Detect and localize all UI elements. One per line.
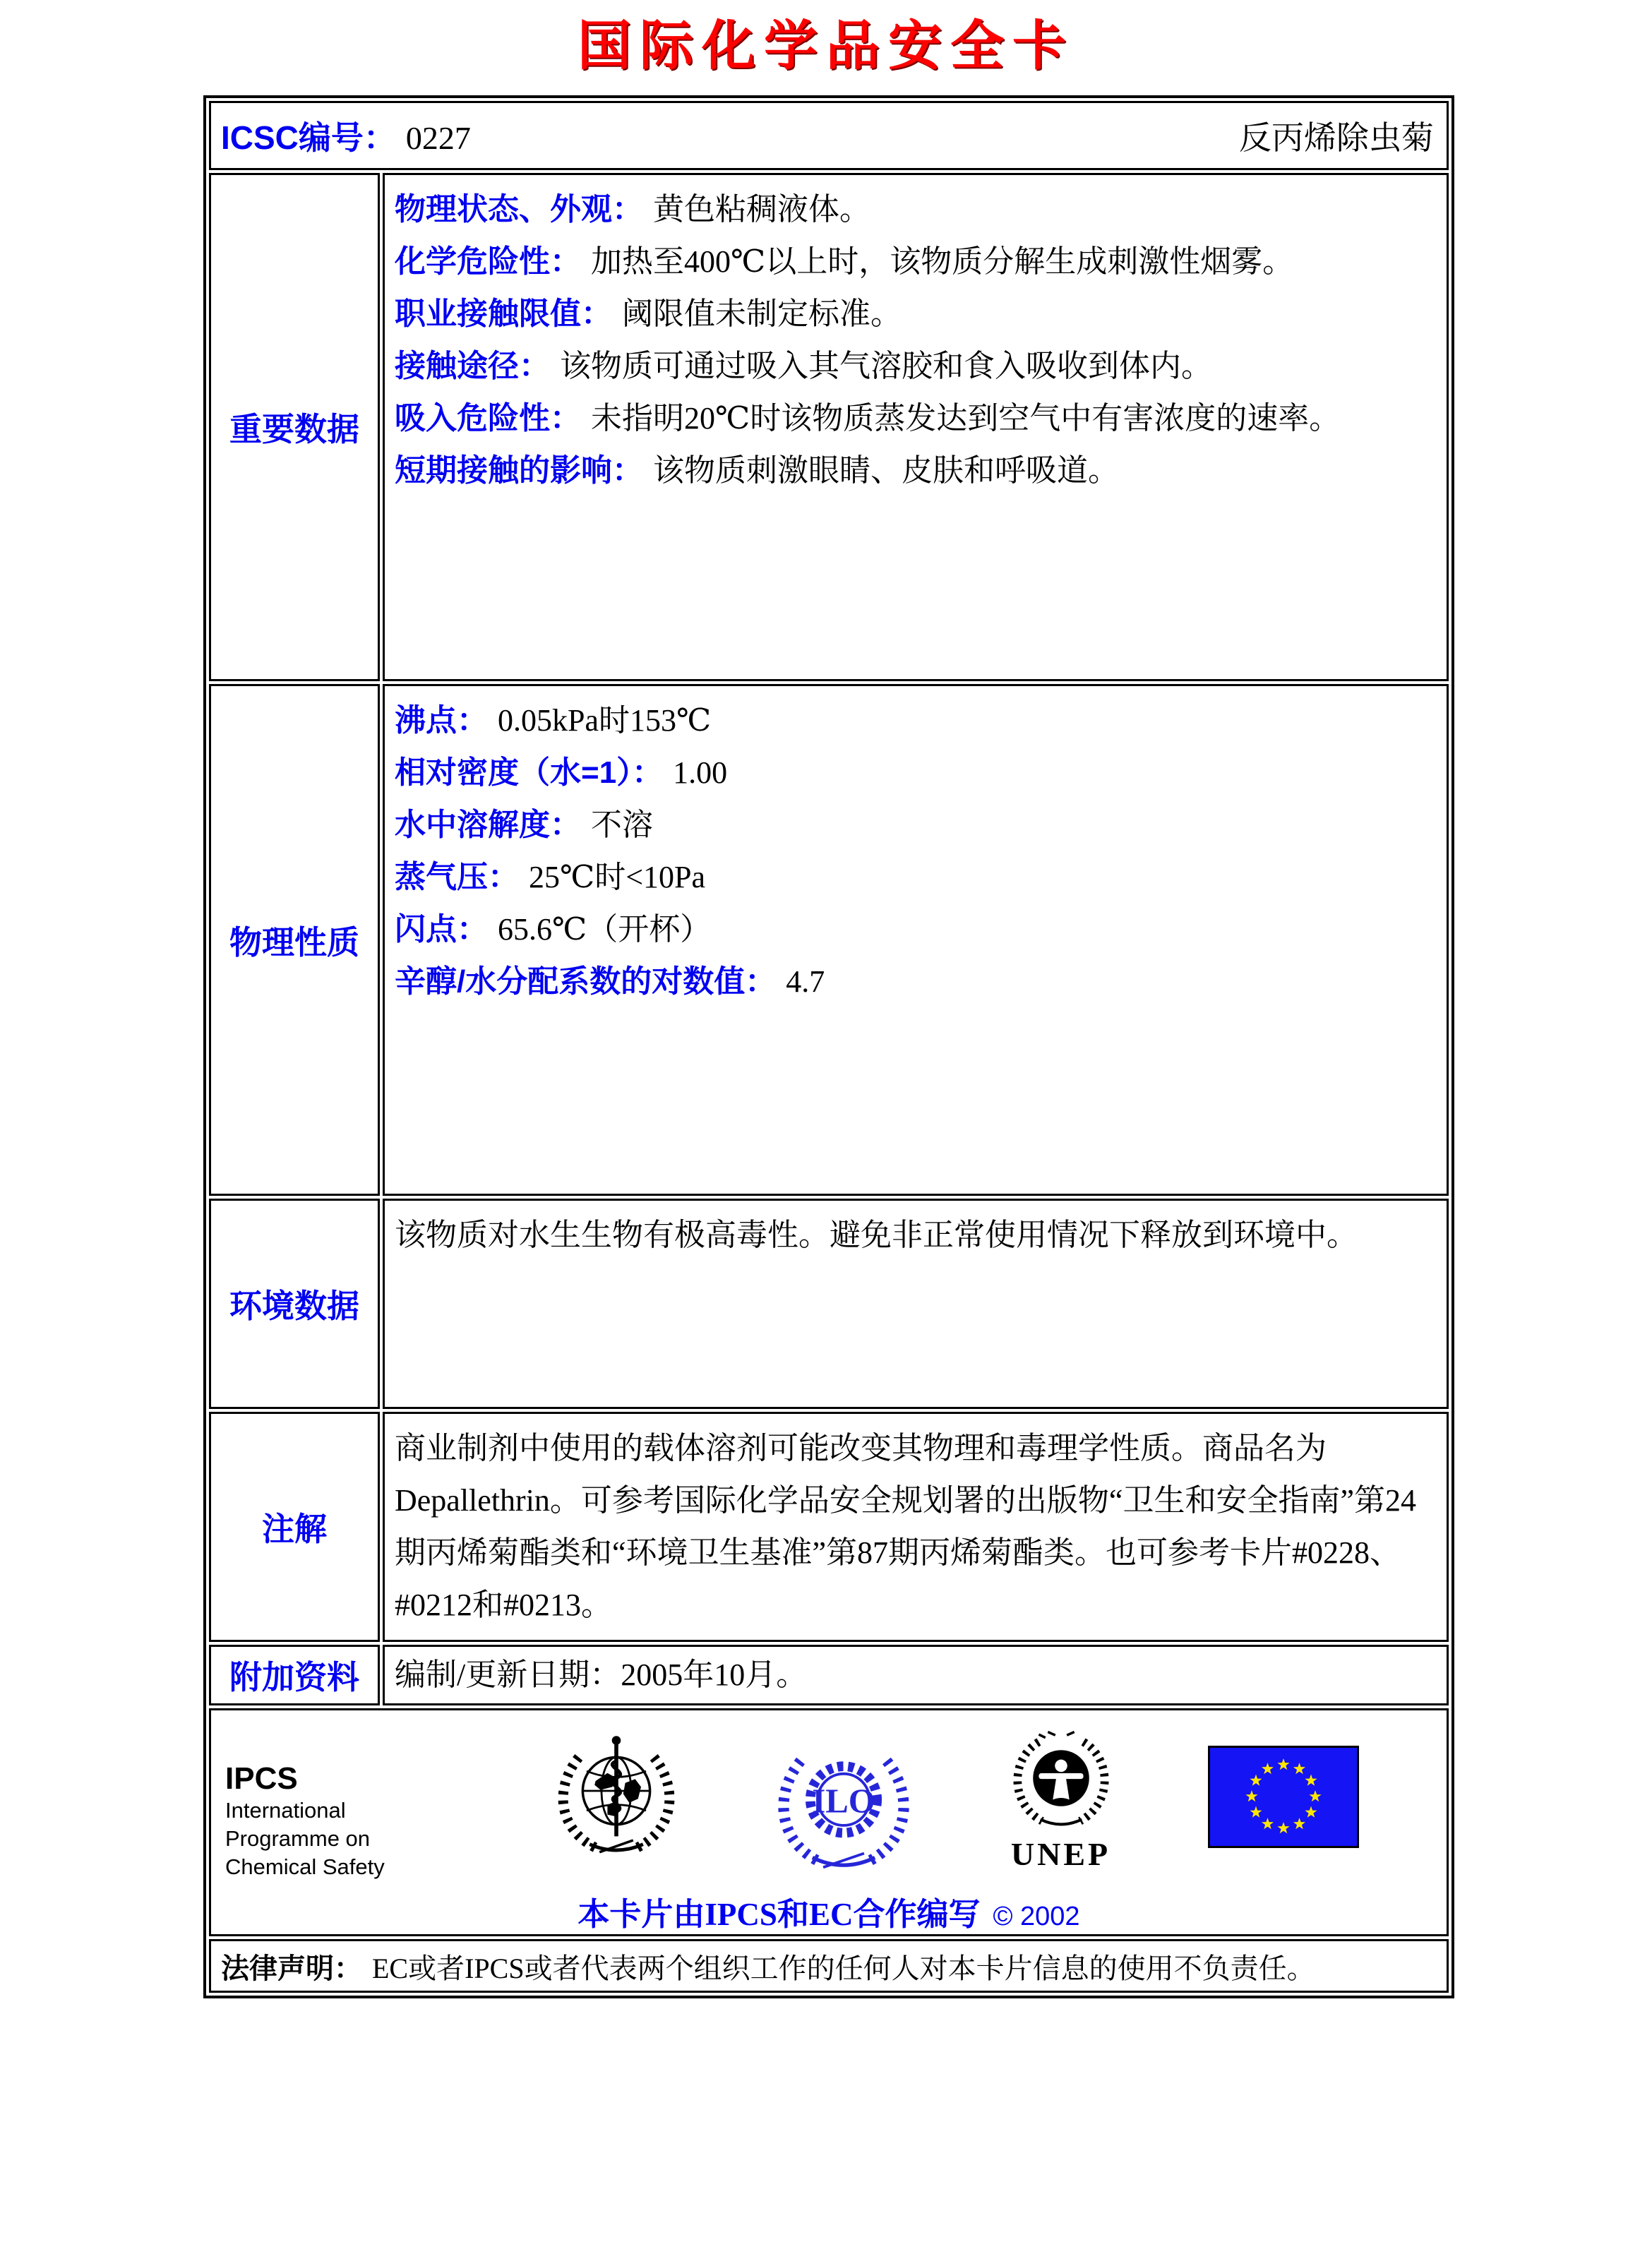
section-content-important-data bbox=[383, 173, 1449, 681]
header-row bbox=[209, 101, 1449, 170]
icsc-card-table bbox=[203, 95, 1454, 1998]
field-label: 吸入危险性： bbox=[395, 401, 581, 436]
ilo-logo-icon bbox=[774, 1737, 914, 1877]
field-row bbox=[395, 956, 1437, 1008]
field-row bbox=[395, 340, 1437, 392]
credit-text: 本卡片由IPCS和EC合作编写 bbox=[577, 1897, 981, 1933]
chemical-name: 反丙烯除虫菊 bbox=[1239, 120, 1434, 157]
icsc-number-value: 0227 bbox=[405, 120, 471, 157]
field-row bbox=[395, 184, 1437, 236]
eu-flag-svg bbox=[1208, 1746, 1359, 1848]
section-label-important-data: 重要数据 bbox=[209, 173, 380, 681]
page-title: 国际化学品安全卡 bbox=[577, 16, 1075, 76]
field-label: 短期接触的影响： bbox=[395, 453, 643, 488]
section-row-environmental-data bbox=[209, 1199, 1449, 1409]
field-value: 加热至400℃以上时，该物质分解生成刺激性烟雾。 bbox=[591, 244, 1294, 280]
section-content-environmental-data bbox=[383, 1199, 1449, 1409]
section-content-additional-info bbox=[383, 1645, 1449, 1705]
field-row bbox=[395, 851, 1437, 904]
ilo-letters: ILO bbox=[812, 1782, 875, 1821]
field-row bbox=[395, 288, 1437, 340]
field-row bbox=[395, 445, 1437, 497]
ipcs-subtitle-line: Programme on bbox=[225, 1826, 371, 1852]
section-text: 商业制剂中使用的载体溶剂可能改变其物理和毒理学性质。商品名为Depallethrin。可参考国际化学品安全规划署的出版物“卫生和安全指南”第24期丙烯菊酯类和“环境卫生基准”第87期丙烯菊酯类。也可参考卡片#0228、#0212和#0213。 bbox=[395, 1431, 1416, 1623]
field-label: 职业接触限值： bbox=[395, 296, 612, 332]
section-content-notes bbox=[383, 1412, 1449, 1642]
legal-row bbox=[209, 1939, 1449, 1993]
unep-logo-block bbox=[1007, 1730, 1115, 1873]
field-label: 相对密度（水=1）： bbox=[395, 755, 664, 791]
field-row bbox=[395, 799, 1437, 851]
who-emblem-svg bbox=[552, 1732, 681, 1870]
field-label: 闪点： bbox=[395, 912, 488, 947]
field-row bbox=[395, 695, 1437, 747]
ipcs-subtitle-line: International bbox=[225, 1798, 346, 1823]
section-label-environmental-data: 环境数据 bbox=[209, 1199, 380, 1409]
credit-line bbox=[221, 1888, 1437, 1934]
field-value: 25℃时<10Pa bbox=[529, 860, 706, 895]
field-label: 辛醇/水分配系数的对数值： bbox=[395, 964, 777, 1000]
field-value: 该物质刺激眼睛、皮肤和呼吸道。 bbox=[653, 453, 1119, 488]
section-row-additional-info bbox=[209, 1645, 1449, 1705]
field-value: 未指明20℃时该物质蒸发达到空气中有害浓度的速率。 bbox=[591, 401, 1341, 436]
field-value: 黄色粘稠液体。 bbox=[653, 192, 870, 227]
field-value: 4.7 bbox=[786, 964, 825, 1000]
section-label-additional-info: 附加资料 bbox=[209, 1645, 380, 1705]
field-value: 该物质可通过吸入其气溶胶和食入吸收到体内。 bbox=[560, 349, 1212, 384]
section-label-notes: 注解 bbox=[209, 1412, 380, 1642]
field-label: 物理状态、外观： bbox=[395, 192, 643, 227]
field-row bbox=[395, 236, 1437, 288]
legal-cell bbox=[209, 1939, 1449, 1993]
ipcs-subtitle-line: Chemical Safety bbox=[225, 1854, 385, 1880]
field-label: 蒸气压： bbox=[395, 860, 519, 895]
section-content-physical-properties bbox=[383, 684, 1449, 1196]
section-label-physical-properties: 物理性质 bbox=[209, 684, 380, 1196]
field-label: 水中溶解度： bbox=[395, 808, 581, 843]
header-cell bbox=[209, 101, 1449, 170]
field-value: 不溶 bbox=[591, 808, 653, 843]
who-logo-icon bbox=[552, 1732, 681, 1870]
legal-label: 法律声明： bbox=[221, 1953, 362, 1984]
field-label: 沸点： bbox=[395, 703, 488, 738]
section-row-physical-properties bbox=[209, 684, 1449, 1196]
icsc-number-group bbox=[221, 112, 471, 159]
field-label: 化学危险性： bbox=[395, 244, 581, 280]
unep-caption: UNEP bbox=[1010, 1836, 1111, 1873]
field-value: 65.6℃（开杯） bbox=[498, 912, 712, 947]
field-row bbox=[395, 747, 1437, 799]
section-row-important-data bbox=[209, 173, 1449, 681]
ipcs-title: IPCS bbox=[225, 1761, 298, 1797]
section-text: 该物质对水生生物有极高毒性。避免非正常使用情况下释放到环境中。 bbox=[395, 1218, 1358, 1253]
field-value: 0.05kPa时153℃ bbox=[498, 703, 712, 738]
field-row bbox=[395, 904, 1437, 956]
eu-flag-icon bbox=[1208, 1746, 1359, 1848]
legal-text: EC或者IPCS或者代表两个组织工作的任何人对本卡片信息的使用不负责任。 bbox=[372, 1952, 1315, 1984]
unep-emblem-svg bbox=[1007, 1730, 1115, 1836]
ipcs-text-block bbox=[225, 1761, 458, 1881]
field-row bbox=[395, 392, 1437, 445]
logos-row bbox=[209, 1708, 1449, 1936]
field-value: 1.00 bbox=[673, 755, 728, 791]
field-value: 阈限值未制定标准。 bbox=[622, 296, 902, 332]
field-label: 接触途径： bbox=[395, 349, 550, 384]
section-row-notes bbox=[209, 1412, 1449, 1642]
ilo-emblem-svg bbox=[774, 1737, 914, 1877]
copyright-text: © 2002 bbox=[993, 1902, 1080, 1932]
icsc-number-label: ICSC编号： bbox=[221, 119, 396, 157]
section-text: 编制/更新日期：2005年10月。 bbox=[395, 1657, 808, 1693]
logos-cell bbox=[209, 1708, 1449, 1936]
